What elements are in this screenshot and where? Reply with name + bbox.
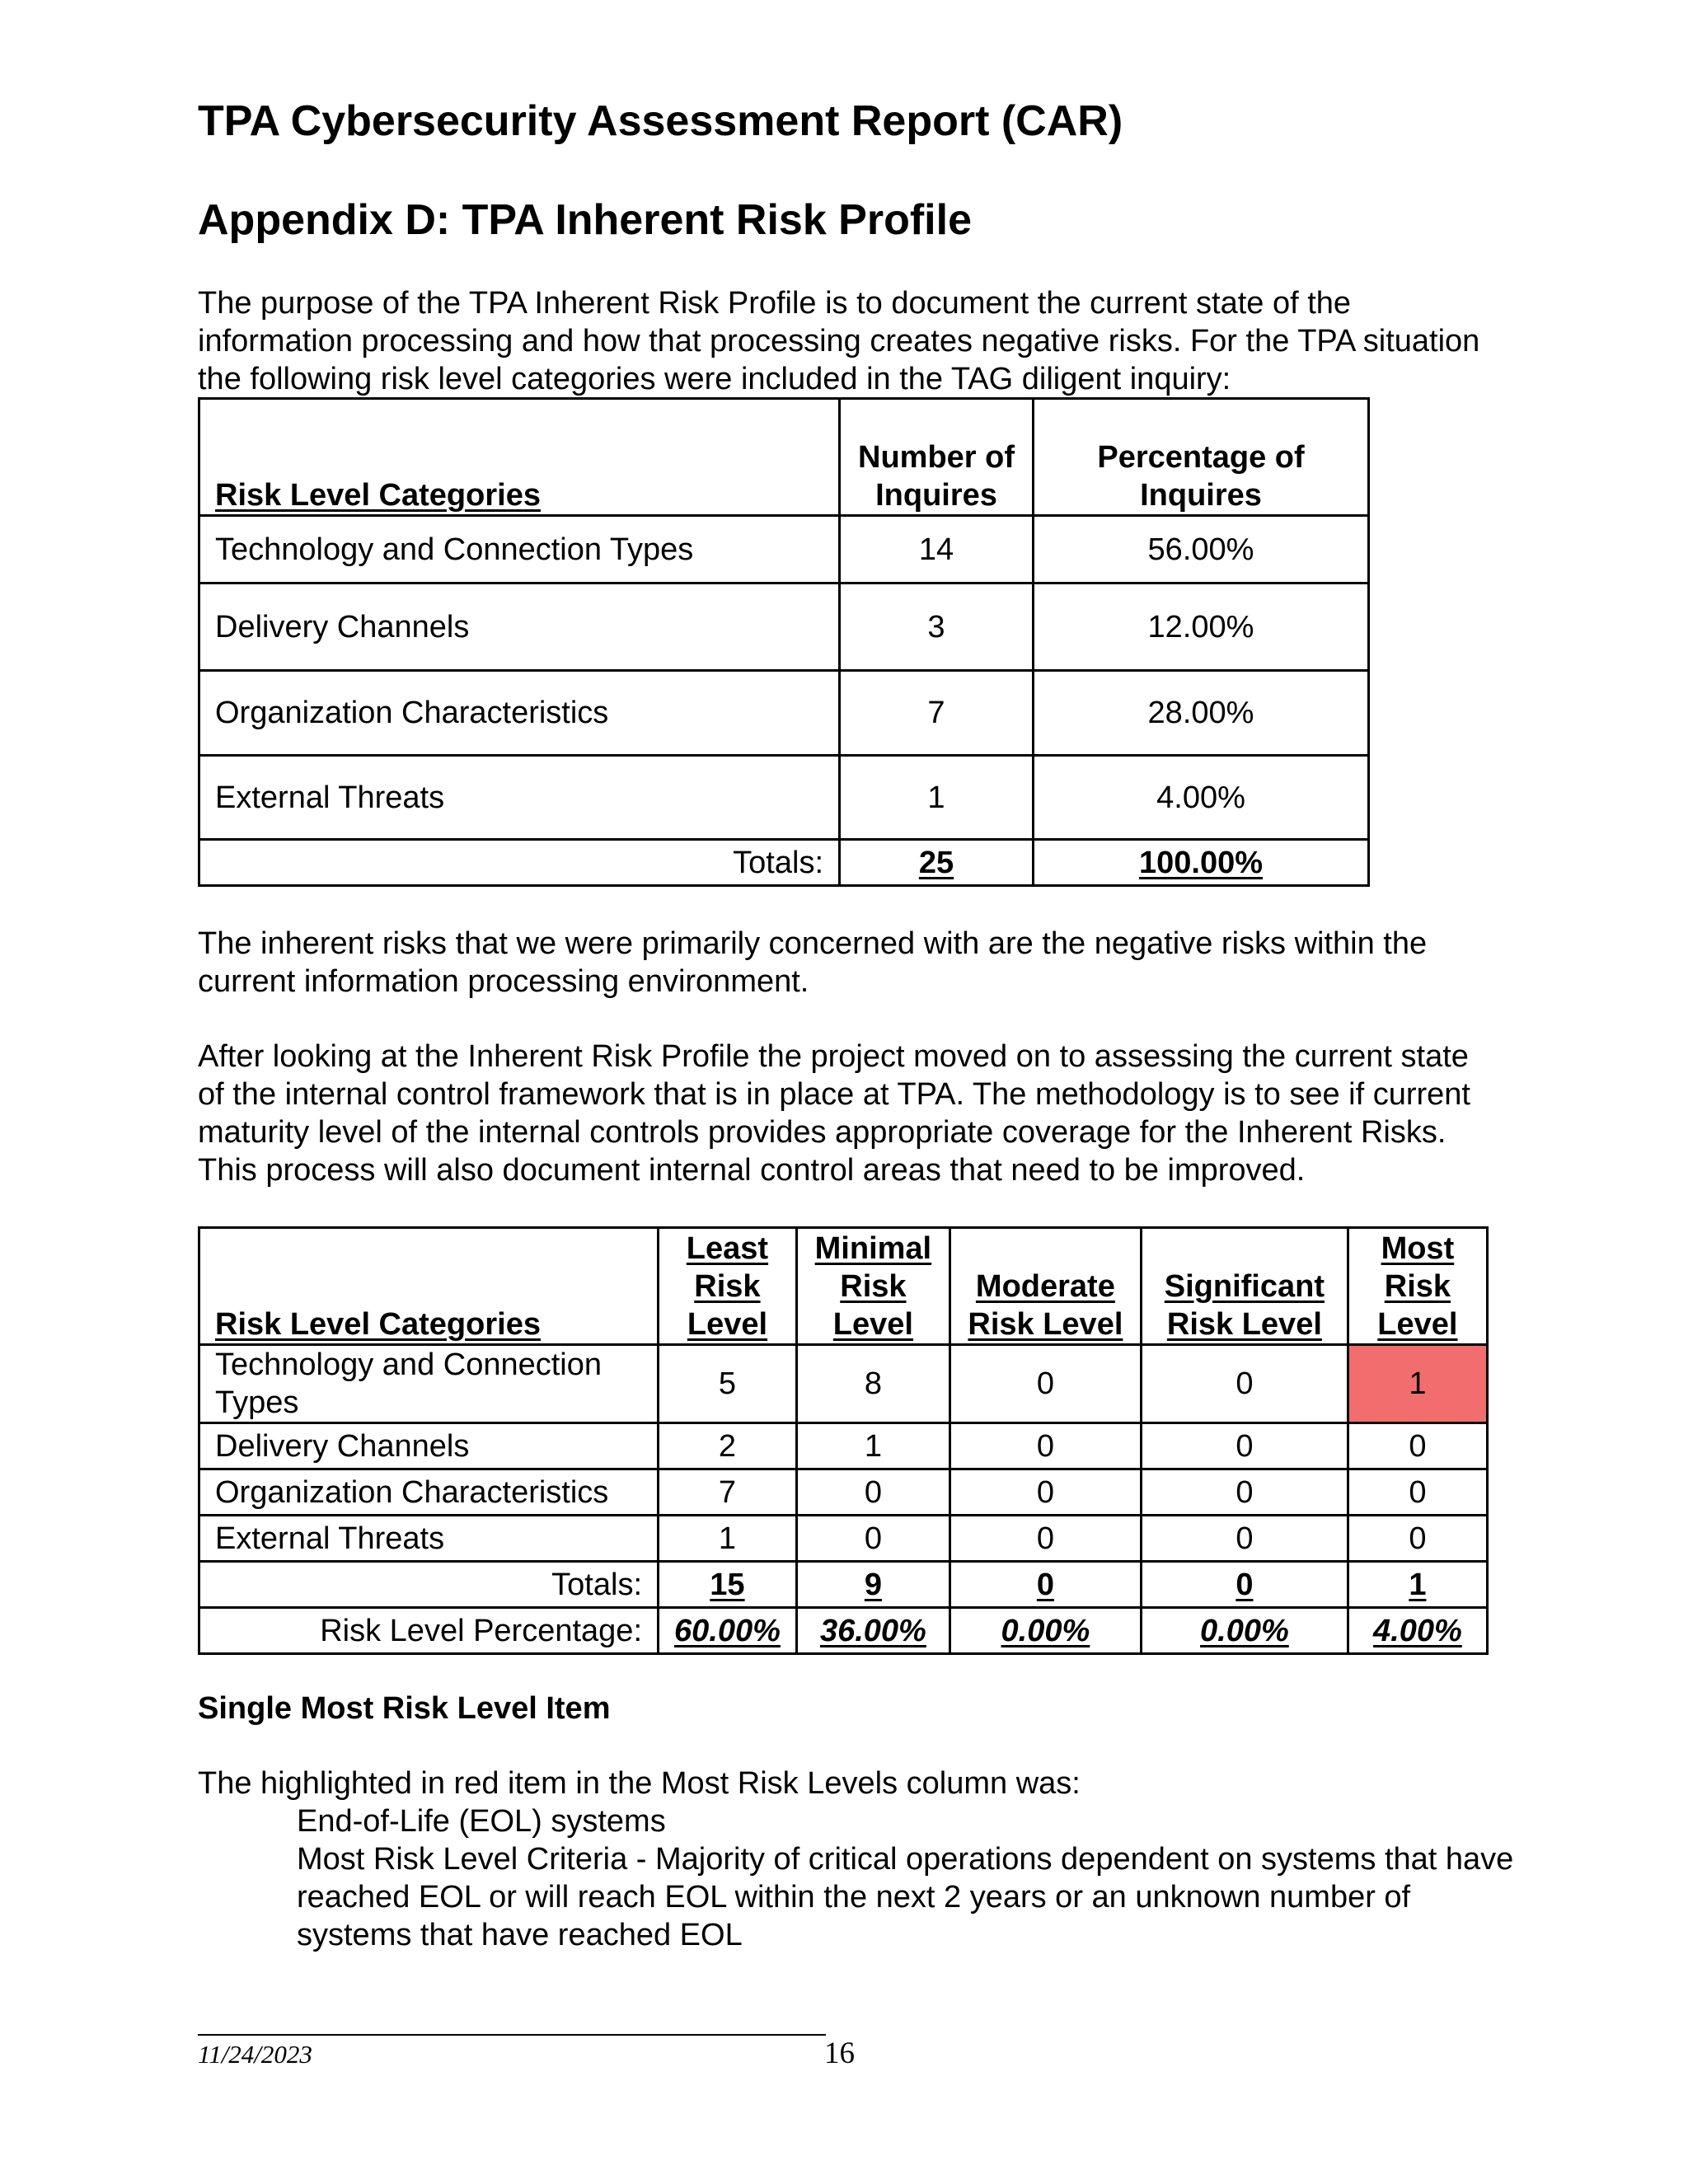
- row-category: Delivery Channels: [199, 1423, 659, 1469]
- row-percent: 12.00%: [1034, 583, 1369, 671]
- totals-label: Totals:: [199, 1562, 659, 1608]
- cell-most: 0: [1348, 1469, 1487, 1516]
- percent-least: 60.00%: [659, 1608, 797, 1654]
- table-row: [199, 756, 1369, 840]
- row-category: Organization Characteristics: [199, 671, 840, 756]
- cell-minimal: 8: [796, 1345, 950, 1423]
- item-criteria: Most Risk Level Criteria - Majority of critical operations dependent on systems that have reached EOL or will reach EOL within the next 2 years or an unknown number of systems that have reached EOL: [297, 1842, 1514, 1952]
- cell-minimal: 0: [796, 1516, 950, 1562]
- percent-most: 4.00%: [1348, 1608, 1487, 1654]
- totals-label: Totals:: [199, 840, 840, 886]
- header-moderate-risk-level: Moderate Risk Level: [950, 1228, 1141, 1345]
- row-category: External Threats: [199, 1516, 659, 1562]
- header-least-risk-level: Least Risk Level: [659, 1228, 797, 1345]
- table-row: [199, 1345, 1488, 1423]
- cell-most: 0: [1348, 1516, 1487, 1562]
- row-number: 1: [840, 756, 1034, 840]
- table-row: [199, 516, 1369, 583]
- header-number-of-inquires: Number of Inquires: [840, 399, 1034, 516]
- cell-significant: 0: [1141, 1516, 1348, 1562]
- total-moderate: 0: [950, 1562, 1141, 1608]
- section-heading: Single Most Risk Level Item: [198, 1691, 611, 1726]
- cell-moderate: 0: [950, 1423, 1141, 1469]
- cell-minimal: 0: [796, 1469, 950, 1516]
- header-minimal-risk-level: Minimal Risk Level: [796, 1228, 950, 1345]
- paragraph-inherent-risks: The inherent risks that we were primarily concerned with are the negative risks within the current information processing environment.: [198, 926, 1428, 999]
- row-category: Technology and Connection Types: [199, 516, 840, 583]
- row-category: External Threats: [199, 756, 840, 840]
- header-most-risk-level: Most Risk Level: [1348, 1228, 1487, 1345]
- cell-least: 2: [659, 1423, 797, 1469]
- risk-level-table: [198, 1226, 1489, 1655]
- percent-minimal: 36.00%: [796, 1608, 950, 1654]
- table-header-row: [199, 1228, 1488, 1345]
- row-number: 3: [840, 583, 1034, 671]
- cell-least: 7: [659, 1469, 797, 1516]
- percent-significant: 0.00%: [1141, 1608, 1348, 1654]
- row-percent: 28.00%: [1034, 671, 1369, 756]
- percentage-row: [199, 1608, 1488, 1654]
- footer-date: 11/24/2023: [198, 2040, 312, 2069]
- table-row: [199, 583, 1369, 671]
- totals-row: [199, 1562, 1488, 1608]
- appendix-title: Appendix D: TPA Inherent Risk Profile: [198, 196, 972, 244]
- cell-least: 5: [659, 1345, 797, 1423]
- totals-number: 25: [840, 840, 1034, 886]
- table-row: [199, 1469, 1488, 1516]
- cell-moderate: 0: [950, 1345, 1141, 1423]
- percentage-label: Risk Level Percentage:: [199, 1608, 659, 1654]
- paragraph-methodology: After looking at the Inherent Risk Profile the project moved on to assessing the current state of the internal control framework that is in place at TPA. The methodology is to see if current maturity level of the internal controls provides appropriate coverage for the Inherent Risks. This process will also document internal control areas that need to be improved.: [198, 1039, 1470, 1188]
- cell-minimal: 1: [796, 1423, 950, 1469]
- total-most: 1: [1348, 1562, 1487, 1608]
- row-category: Organization Characteristics: [199, 1469, 659, 1516]
- intro-paragraph: The purpose of the TPA Inherent Risk Profile is to document the current state of the information processing and how that processing creates negative risks. For the TPA situation the following risk level categories were included in the TAG diligent inquiry:: [198, 286, 1480, 396]
- row-category: Delivery Channels: [199, 583, 840, 671]
- table-header-row: [199, 399, 1369, 516]
- cell-least: 1: [659, 1516, 797, 1562]
- header-risk-level-categories: Risk Level Categories: [199, 399, 840, 516]
- total-minimal: 9: [796, 1562, 950, 1608]
- cell-significant: 0: [1141, 1345, 1348, 1423]
- footer-divider: [198, 2034, 826, 2036]
- row-percent: 56.00%: [1034, 516, 1369, 583]
- header-risk-level-categories: Risk Level Categories: [199, 1228, 659, 1345]
- page-number: 16: [824, 2036, 855, 2070]
- table-row: [199, 1516, 1488, 1562]
- row-percent: 4.00%: [1034, 756, 1369, 840]
- header-significant-risk-level: Significant Risk Level: [1141, 1228, 1348, 1345]
- table-row: [199, 671, 1369, 756]
- total-least: 15: [659, 1562, 797, 1608]
- total-significant: 0: [1141, 1562, 1348, 1608]
- cell-most-highlighted: 1: [1348, 1345, 1487, 1423]
- totals-percent: 100.00%: [1034, 840, 1369, 886]
- row-number: 7: [840, 671, 1034, 756]
- item-name: End-of-Life (EOL) systems: [297, 1804, 666, 1839]
- inquiries-table: [198, 397, 1370, 887]
- cell-moderate: 0: [950, 1469, 1141, 1516]
- item-intro: The highlighted in red item in the Most Risk Levels column was:: [198, 1766, 1081, 1801]
- header-percentage-of-inquires: Percentage of Inquires: [1034, 399, 1369, 516]
- table-row: [199, 1423, 1488, 1469]
- report-title: TPA Cybersecurity Assessment Report (CAR): [198, 97, 1123, 145]
- cell-significant: 0: [1141, 1423, 1348, 1469]
- row-number: 14: [840, 516, 1034, 583]
- row-category: Technology and Connection Types: [199, 1345, 659, 1423]
- cell-significant: 0: [1141, 1469, 1348, 1516]
- cell-most: 0: [1348, 1423, 1487, 1469]
- totals-row: [199, 840, 1369, 886]
- cell-moderate: 0: [950, 1516, 1141, 1562]
- percent-moderate: 0.00%: [950, 1608, 1141, 1654]
